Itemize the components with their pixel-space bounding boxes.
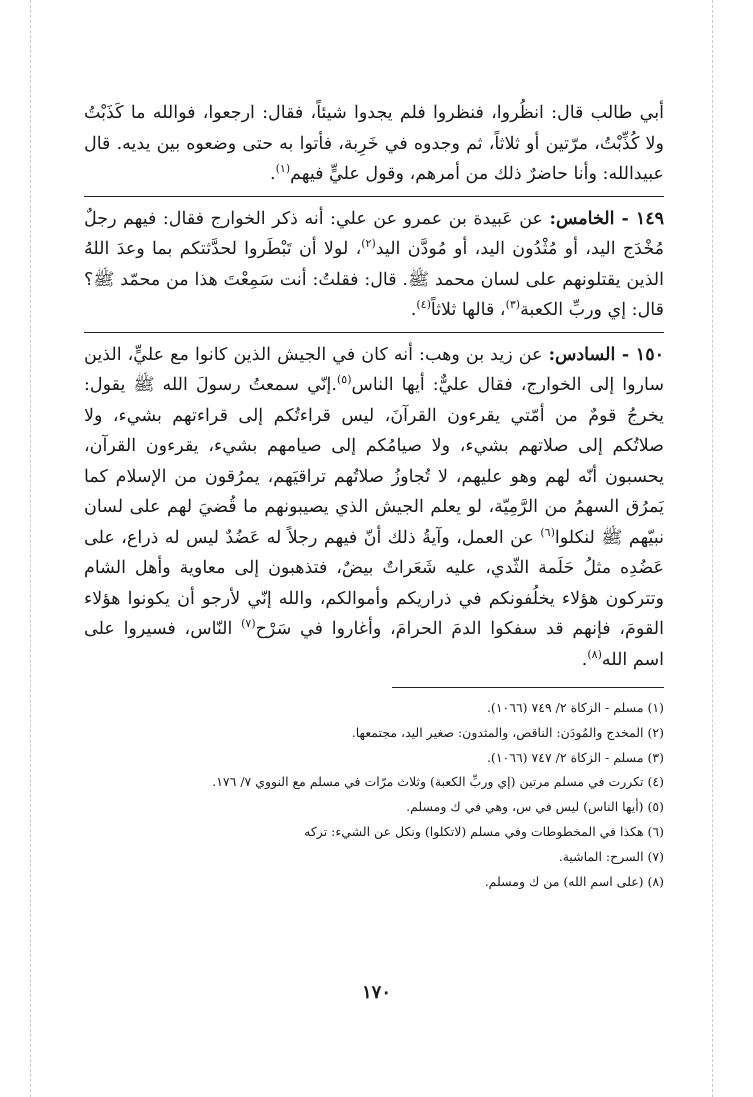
paragraph-149: ١٤٩ - الخامس: عن عَبيدة بن عمرو عن علي: أنه ذكر الخوارج فقال: فيهم رجلٌ مُخْدَج اليد، أو مُثْدُون اليد، أو مُودَّن اليد$^{(٢)}$، لولا أن تَبْطَروا لحدَّثتكم بما وعدَ اللهُ الذين يقتلونهم على لسان محمد ﷺ. قال: فقلتُ: أنت سَمِعْتَ هذا من محمّد ﷺ؟ قال: إي وربِّ الكعبة$^{(٣)}$، قالها ثلاثاً$^{(٤)}$. — [84, 208, 665, 320]
hadith-149-text-b: ، لولا أن تَبْطَروا لحدَّثتكم بما وعدَ اللهُ الذين يقتلونهم على لسان محمد ﷺ. قال: فقلتُ: أنت سَمِعْتَ هذا من محمّد ﷺ؟ قال: إي وربِّ الكعبة — [84, 239, 664, 320]
hadith-150-text-b: .إنّي سمعتُ رسولَ الله ﷺ يقول: يخرجُ قومٌ من أمّتي يقرءون القرآنَ، ليس قراءتُكم إلى قراءتهم بشيء، ولا صلاتُكم إلى صلاتهم بشيء، ولا صيامُكم إلى صيامهم بشيء، يقرءون القرآن، يحسبون أنّه لهم وهو عليهم، لا تُجاوزُ صلاتُهم تراقيَهم، يمرُقون من الإسلام كما يَمرُق السهمُ من الرَّمِيّة، لو يعلم الجيش الذي يصيبونهم ما قُضيَ لهم على لسان نبيّهم ﷺ لنكلوا — [84, 375, 664, 548]
hadith-150-text-c: عن العمل، وآيةُ ذلك أنّ فيهم رجلاً له عَضُدٌ ليس له ذراع، على عَضُدِه مثلُ حَلَمة الثّدي، عليه شَعَراتٌ بيضٌ، فتذهبون إلى معاوية وأهل الشام وتتركون هؤلاء يخلُفونكم في ذراريكم وأموالكم، والله إنّي لأرجو أن يكونوا هؤلاء القومَ، فإنهم قد سفكوا الدمَ الحرامَ، وأغاروا في سَرْح — [84, 527, 664, 639]
footnote-item: (٦) هكذا في المخطوطات وفي مسلم (لاتكلوا) ونكل عن الشيء: تركه — [304, 823, 664, 839]
hadith-150-text-d: النّاس، فسيروا على اسم الله — [84, 619, 664, 670]
footnote-separator — [392, 687, 664, 688]
footnote-ref-5: (٥) — [336, 373, 352, 387]
footnote-ref-3: (٣) — [505, 298, 521, 312]
hadith-149-label: ١٤٩ - الخامس: — [549, 208, 665, 229]
hadith-150-label: ١٥٠ - السادس: — [548, 344, 664, 365]
footnote-ref-2: (٢) — [361, 237, 376, 251]
footnote-ref-1: (١) — [275, 162, 291, 176]
page-number: ١٧٠ — [361, 982, 391, 1003]
paragraph-1-text: أبي طالب قال: انظُروا، فنظروا فلم يجدوا شيئاً، فقال: ارجعوا، فوالله ما كَذَبْتُ ولا كُذِّبْتُ، مرّتين أو ثلاثاً، ثم وجدوه في خَرِبة، فأتوا به حتى وضعوه بين يديه. قال عبيدالله: وأنا حاضرٌ ذلك من أمرهم، وقول عليٍّ فيهم — [84, 103, 664, 184]
footnote-item: (٢) المخدج والمُودَن: الناقص، والمثدون: صغير اليد، مجتمعها. — [351, 724, 664, 740]
footnote-item: (٧) السرح: الماشية. — [558, 848, 664, 864]
footnote-item: (١) مسلم - الزكاة ٢/ ٧٤٩ (١٠٦٦). — [486, 700, 664, 715]
footnote-ref-8: (٨) — [587, 647, 602, 661]
right-margin-guide — [712, 0, 713, 1097]
footnote-item: (٣) مسلم - الزكاة ٢/ ٧٤٧ (١٠٦٦). — [486, 749, 664, 765]
footnote-item: (٥) (أيها الناس) ليس في س، وهي في ك ومسلم. — [406, 799, 664, 815]
hadith-149-text-c: ، قالها ثلاثاً — [430, 300, 506, 320]
page-body — [84, 98, 664, 894]
footnote-ref-4: (٤) — [416, 298, 431, 312]
paragraph-1: أبي طالب قال: انظُروا، فنظروا فلم يجدوا شيئاً، فقال: ارجعوا، فوالله ما كَذَبْتُ ولا كُذِّبْتُ، مرّتين أو ثلاثاً، ثم وجدوه في خَرِبة، فأتوا به حتى وضعوه بين يديه. قال عبيدالله: وأنا حاضرٌ ذلك من أمرهم، وقول عليٍّ فيهم$^{(١)}$. — [84, 103, 664, 184]
footnote-ref-7: (٧) — [241, 617, 256, 631]
paragraph-divider — [84, 196, 664, 197]
footnote-ref-6: (٦) — [540, 525, 555, 539]
footnote-item: (٤) تكررت في مسلم مرتين (إي وربِّ الكعبة) وثلاث مرّات في مسلم مع النووي ٧/ ١٧٦. — [212, 774, 664, 790]
hadith-149-text-a: عن عَبيدة بن عمرو عن علي: أنه ذكر الخوارج فقال: فيهم رجلٌ مُخْدَج اليد، أو مُثْدُون اليد، أو مُودَّن اليد — [84, 208, 664, 259]
left-margin-guide — [30, 0, 31, 1097]
footnote-item: (٨) (على اسم الله) من ك ومسلم. — [484, 873, 664, 889]
footnotes-list — [84, 696, 664, 894]
paragraph-divider — [84, 332, 664, 333]
hadith-150-text-a: عن زيد بن وهب: أنه كان في الجيش الذين كانوا مع عليٍّ، الذين ساروا إلى الخوارج، فقال عليٌّ: أيها الناس — [84, 344, 664, 395]
paragraph-150: ١٥٠ - السادس: عن زيد بن وهب: أنه كان في الجيش الذين كانوا مع عليٍّ، الذين ساروا إلى الخوارج، فقال عليٌّ: أيها الناس$^{(٥)}$.إنّي سمعتُ رسولَ الله ﷺ يقول: يخرجُ قومٌ من أمّتي يقرءون القرآنَ، ليس قراءتُكم إلى قراءتهم بشيء، ولا صلاتُكم إلى صلاتهم بشيء، ولا صيامُكم إلى صيامهم بشيء، يقرءون القرآن، يحسبون أنّه لهم وهو عليهم، لا تُجاوزُ صلاتُهم تراقيَهم، يمرُقون من الإسلام كما يَمرُق السهمُ من الرَّمِيّة، لو يعلم الجيش الذي يصيبونهم ما قُضيَ لهم على لسان نبيّهم ﷺ لنكلوا$^{(٦)}$ عن العمل، وآيةُ ذلك أنّ فيهم رجلاً له عَضُدٌ ليس له ذراع، على عَضُدِه مثلُ حَلَمة الثّدي، عليه شَعَراتٌ بيضٌ، فتذهبون إلى معاوية وأهل الشام وتتركون هؤلاء يخلُفونكم في ذراريكم وأموالكم، والله إنّي لأرجو أن يكونوا هؤلاء القومَ، فإنهم قد سفكوا الدمَ الحرامَ، وأغاروا في سَرْح$^{(٧)}$ النّاس، فسيروا على اسم الله$^{(٨)}$. — [84, 344, 664, 670]
